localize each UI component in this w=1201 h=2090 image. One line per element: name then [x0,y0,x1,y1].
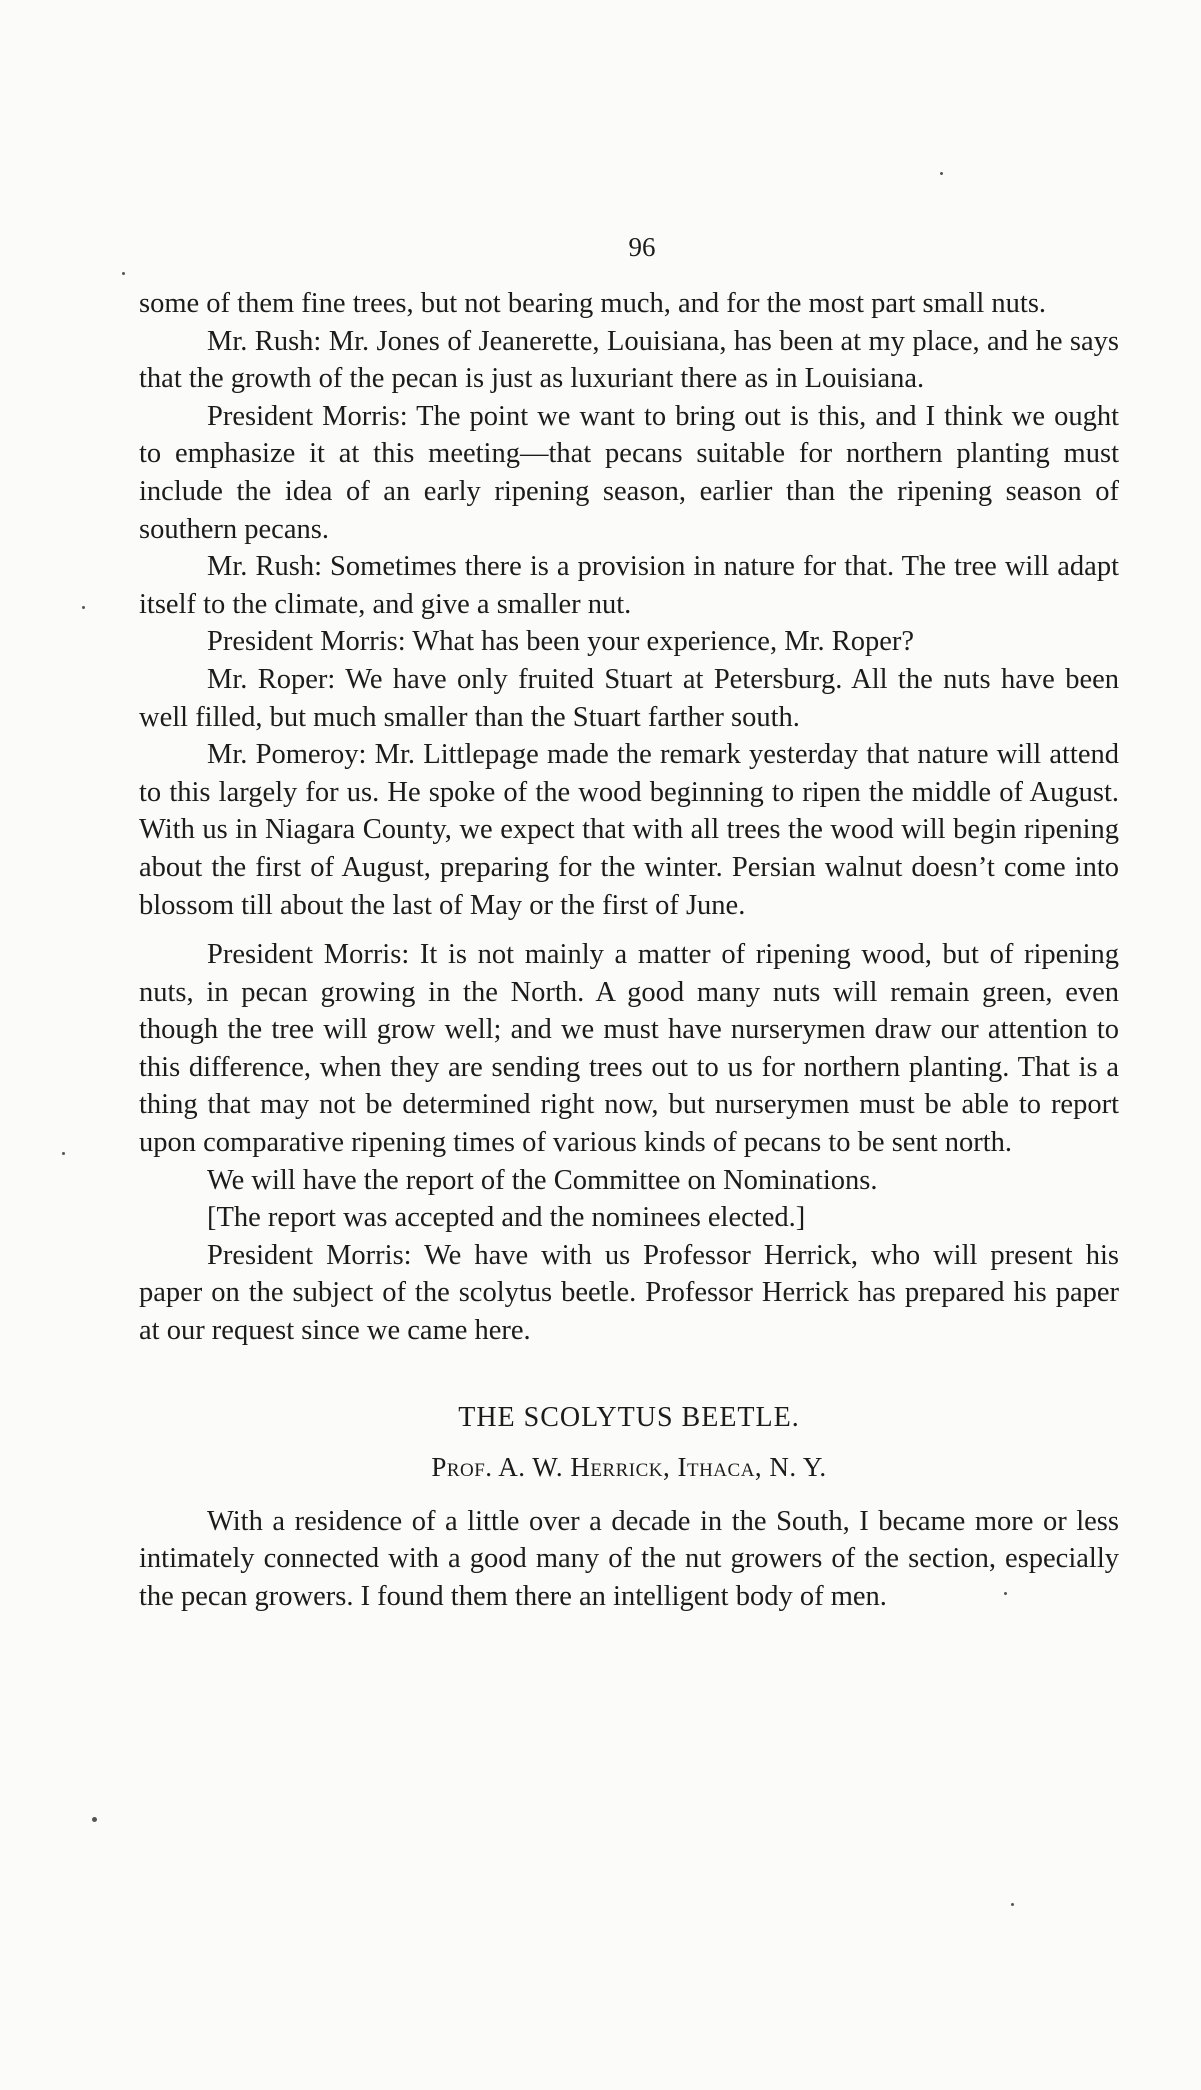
paragraph-nominations: We will have the report of the Committee on Nominations. [207,1164,878,1196]
paragraph-morris-herrick: President Morris: We have with us Professor Herrick, who will present his paper on the subject of the scolytus beetle. Professor Herrick has prepared his paper at our request since we came here. [139,1239,1119,1347]
paragraph-morris-question: President Morris: What has been your experience, Mr. Roper? [207,626,915,658]
paragraph-continuation: some of them fine trees, but not bearing much, and for the most part small nuts. [139,288,1047,319]
paragraph-rush-provision: Mr. Rush: Sometimes there is a provision in nature for that. The tree will adapt itself to the climate, and give a smaller nut. [139,551,1119,620]
scan-speck [940,172,943,175]
scan-speck [1011,1903,1014,1906]
document-page [139,232,1119,1615]
page-number: 96 [628,232,656,262]
scan-speck [122,272,125,275]
paragraph-report-accepted: [The report was accepted and the nominees elected.] [207,1202,806,1234]
paragraph-morris-ripening: President Morris: It is not mainly a matter of ripening wood, but of ripening nuts, in pecan growing in the North. A good many nuts will remain green, even though the tree will grow well; and we must have nurserymen draw our attention to this difference, when they are sending trees out to us for northern planting. That is a thing that may not be determined right now, but nurserymen must be able to report upon comparative ripening times of various kinds of pecans to be sent north. [139,939,1119,1159]
article-byline: Prof. A. W. Herrick, Ithaca, N. Y. [431,1451,827,1482]
article-title: THE SCOLYTUS BEETLE. [458,1401,800,1433]
paragraph-roper: Mr. Roper: We have only fruited Stuart at Petersburg. All the nuts have been well filled, but much smaller than the Stuart farther south. [139,663,1119,733]
paragraph-pomeroy: Mr. Pomeroy: Mr. Littlepage made the remark yesterday that nature will attend to this largely for us. He spoke of the wood beginning to ripen the middle of August. With us in Niagara County, we expect that with all trees the wood will begin ripening about the first of August, preparing for the winter. Persian walnut doesn’t come into blossom till about the last of May or the first of June. [139,739,1119,921]
scan-speck [82,606,85,609]
paragraph-morris-point: President Morris: The point we want to bring out is this, and I think we ought to emphasize it at this meeting—that pecans suitable for northern planting must include the idea of an early ripening season, earlier than the ripening season of southern pecans. [139,400,1119,545]
scan-speck [62,1152,65,1155]
article-paragraph: With a residence of a little over a decade in the South, I became more or less intimately connected with a good many of the nut growers of the section, especially the pecan growers. I found them there an intelligent body of men. [139,1505,1119,1612]
scan-speck [92,1817,97,1822]
paragraph-rush-jones: Mr. Rush: Mr. Jones of Jeanerette, Louisiana, has been at my place, and he says that the growth of the pecan is just as luxuriant there as in Louisiana. [139,325,1119,395]
